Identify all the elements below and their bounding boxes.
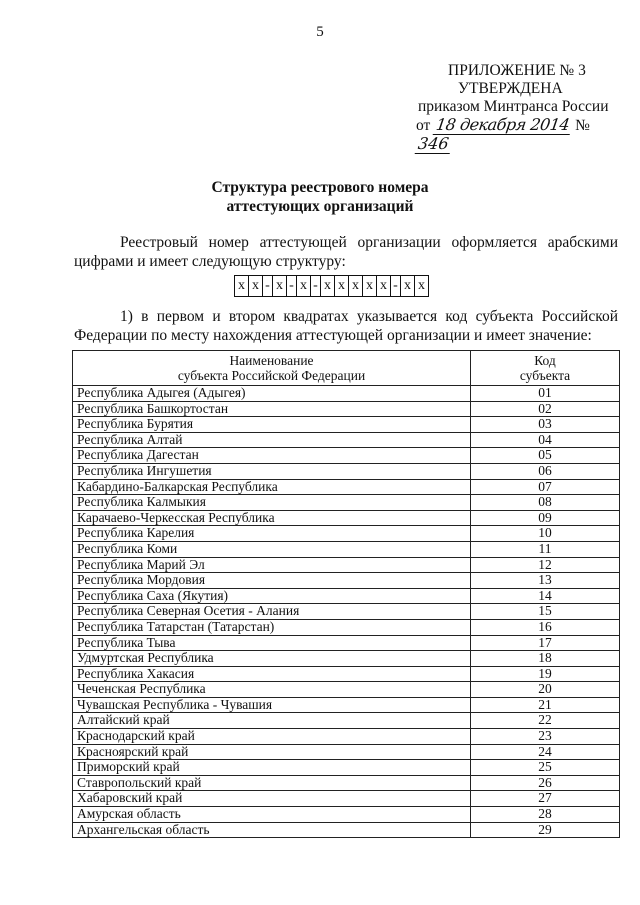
registry-code-structure xyxy=(234,275,429,297)
subject-name-cell: Республика Алтай xyxy=(73,432,471,448)
intro-text: Реестровый номер аттестующей организации оформляется арабскими цифрами и имеет следующую структуру: xyxy=(74,234,618,270)
subject-name-cell: Республика Ингушетия xyxy=(73,463,471,479)
table-row xyxy=(73,432,620,448)
subject-code-cell: 09 xyxy=(471,510,620,526)
subject-name-cell: Республика Адыгея (Адыгея) xyxy=(73,386,471,402)
subject-name-cell: Республика Мордовия xyxy=(73,573,471,589)
subject-code-cell: 21 xyxy=(471,697,620,713)
subject-name-cell: Краснодарский край xyxy=(73,729,471,745)
handwritten-number: 346 xyxy=(415,135,452,154)
table-row xyxy=(73,822,620,838)
order-date-line xyxy=(400,116,620,154)
table-row xyxy=(73,791,620,807)
subject-name-cell: Ставропольский край xyxy=(73,775,471,791)
subject-code-cell: 10 xyxy=(471,526,620,542)
subject-name-cell: Республика Башкортостан xyxy=(73,401,471,417)
subject-code-cell: 06 xyxy=(471,463,620,479)
subject-code-cell: 17 xyxy=(471,635,620,651)
table-row xyxy=(73,557,620,573)
table-row xyxy=(73,401,620,417)
subject-code-cell: 20 xyxy=(471,682,620,698)
header-name-cell xyxy=(73,351,471,386)
subject-name-cell: Красноярский край xyxy=(73,744,471,760)
table-row xyxy=(73,541,620,557)
table-row xyxy=(73,417,620,433)
table-row xyxy=(73,697,620,713)
subject-code-cell: 16 xyxy=(471,619,620,635)
code-digit-box: x xyxy=(300,278,307,293)
table-row xyxy=(73,479,620,495)
subject-code-cell: 12 xyxy=(471,557,620,573)
table-body xyxy=(73,386,620,838)
subject-code-cell: 03 xyxy=(471,417,620,433)
subject-name-cell: Республика Бурятия xyxy=(73,417,471,433)
table-row xyxy=(73,604,620,620)
subject-name-cell: Хабаровский край xyxy=(73,791,471,807)
table-row xyxy=(73,573,620,589)
subject-name-cell: Амурская область xyxy=(73,807,471,823)
table-row xyxy=(73,526,620,542)
page-number: 5 xyxy=(316,24,324,40)
table-row xyxy=(73,588,620,604)
title-line-1: Структура реестрового номера xyxy=(211,179,429,196)
subject-code-cell: 19 xyxy=(471,666,620,682)
subject-name-cell: Республика Марий Эл xyxy=(73,557,471,573)
subject-name-cell: Республика Карелия xyxy=(73,526,471,542)
subject-code-cell: 26 xyxy=(471,775,620,791)
table-row xyxy=(73,775,620,791)
subject-code-cell: 29 xyxy=(471,822,620,838)
code-digit-box: x xyxy=(418,278,425,293)
subject-name-cell: Приморский край xyxy=(73,760,471,776)
table-row xyxy=(73,463,620,479)
code-digit-box: x xyxy=(235,276,249,296)
table-row xyxy=(73,386,620,402)
header-code-cell xyxy=(471,351,620,386)
table-row xyxy=(73,495,620,511)
subject-code-cell: 18 xyxy=(471,651,620,667)
table-row xyxy=(73,651,620,667)
table-row xyxy=(73,448,620,464)
subject-name-cell: Республика Коми xyxy=(73,541,471,557)
handwritten-date: 18 декабря 2014 xyxy=(433,116,573,135)
number-label: № xyxy=(575,117,590,134)
table-row xyxy=(73,682,620,698)
header-code-line-1: Код xyxy=(534,353,556,368)
subject-code-cell: 14 xyxy=(471,588,620,604)
approved-label: УТВЕРЖДЕНА xyxy=(458,80,563,97)
code-separator: - xyxy=(310,276,321,296)
subject-name-cell: Республика Калмыкия xyxy=(73,495,471,511)
code-digit-box: x xyxy=(401,276,415,296)
subject-code-cell: 25 xyxy=(471,760,620,776)
subject-code-cell: 08 xyxy=(471,495,620,511)
subject-code-cell: 05 xyxy=(471,448,620,464)
subject-code-cell: 27 xyxy=(471,791,620,807)
code-separator: - xyxy=(262,276,273,296)
subject-code-cell: 01 xyxy=(471,386,620,402)
header-name-line-2: субъекта Российской Федерации xyxy=(177,368,366,383)
code-separator: - xyxy=(286,276,297,296)
subject-code-cell: 11 xyxy=(471,541,620,557)
table-row xyxy=(73,713,620,729)
subject-name-cell: Республика Дагестан xyxy=(73,448,471,464)
subject-code-cell: 07 xyxy=(471,479,620,495)
approval-block xyxy=(400,62,620,154)
subject-code-cell: 23 xyxy=(471,729,620,745)
from-label: от xyxy=(416,117,431,134)
header-code-line-2: субъекта xyxy=(519,368,571,383)
subject-code-cell: 13 xyxy=(471,573,620,589)
subject-name-cell: Республика Татарстан (Татарстан) xyxy=(73,619,471,635)
intro-paragraph xyxy=(74,233,618,271)
subject-name-cell: Карачаево-Черкесская Республика xyxy=(73,510,471,526)
subject-name-cell: Архангельская область xyxy=(73,822,471,838)
document-title xyxy=(0,178,640,216)
table-row xyxy=(73,635,620,651)
code-digit-box: x xyxy=(349,276,363,296)
code-digit-box: x xyxy=(321,276,335,296)
subject-code-cell: 22 xyxy=(471,713,620,729)
table-row xyxy=(73,744,620,760)
subject-code-cell: 02 xyxy=(471,401,620,417)
table-row xyxy=(73,807,620,823)
subject-code-cell: 15 xyxy=(471,604,620,620)
code-separator: - xyxy=(390,276,401,296)
subject-name-cell: Республика Хакасия xyxy=(73,666,471,682)
subject-name-cell: Республика Тыва xyxy=(73,635,471,651)
subject-code-cell: 04 xyxy=(471,432,620,448)
header-name-line-1: Наименование xyxy=(229,353,314,368)
paragraph-1 xyxy=(74,307,618,345)
subject-name-cell: Удмуртская Республика xyxy=(73,651,471,667)
title-line-2: аттестующих организаций xyxy=(226,198,414,215)
code-digit-box: x xyxy=(380,278,387,293)
subject-name-cell: Республика Северная Осетия - Алания xyxy=(73,604,471,620)
table-row xyxy=(73,619,620,635)
subject-name-cell: Республика Саха (Якутия) xyxy=(73,588,471,604)
subject-code-cell: 28 xyxy=(471,807,620,823)
code-digit-box: x xyxy=(276,278,283,293)
code-digit-box: x xyxy=(252,278,259,293)
subjects-table xyxy=(72,350,620,838)
subject-name-cell: Кабардино-Балкарская Республика xyxy=(73,479,471,495)
table-row xyxy=(73,760,620,776)
table-row xyxy=(73,729,620,745)
subject-code-cell: 24 xyxy=(471,744,620,760)
table-row xyxy=(73,510,620,526)
order-label: приказом Минтранса России xyxy=(418,98,609,115)
appendix-label: ПРИЛОЖЕНИЕ № 3 xyxy=(448,62,586,79)
code-digit-box: x xyxy=(335,276,349,296)
subject-name-cell: Чувашская Республика - Чувашия xyxy=(73,697,471,713)
paragraph-1-text: 1) в первом и втором квадратах указывается код субъекта Российской Федерации по месту нахождения аттестующей организации и имеет значение: xyxy=(74,308,618,344)
table-row xyxy=(73,666,620,682)
subject-name-cell: Чеченская Республика xyxy=(73,682,471,698)
code-digit-box: x xyxy=(363,276,377,296)
subject-name-cell: Алтайский край xyxy=(73,713,471,729)
table-header-row xyxy=(73,351,620,386)
